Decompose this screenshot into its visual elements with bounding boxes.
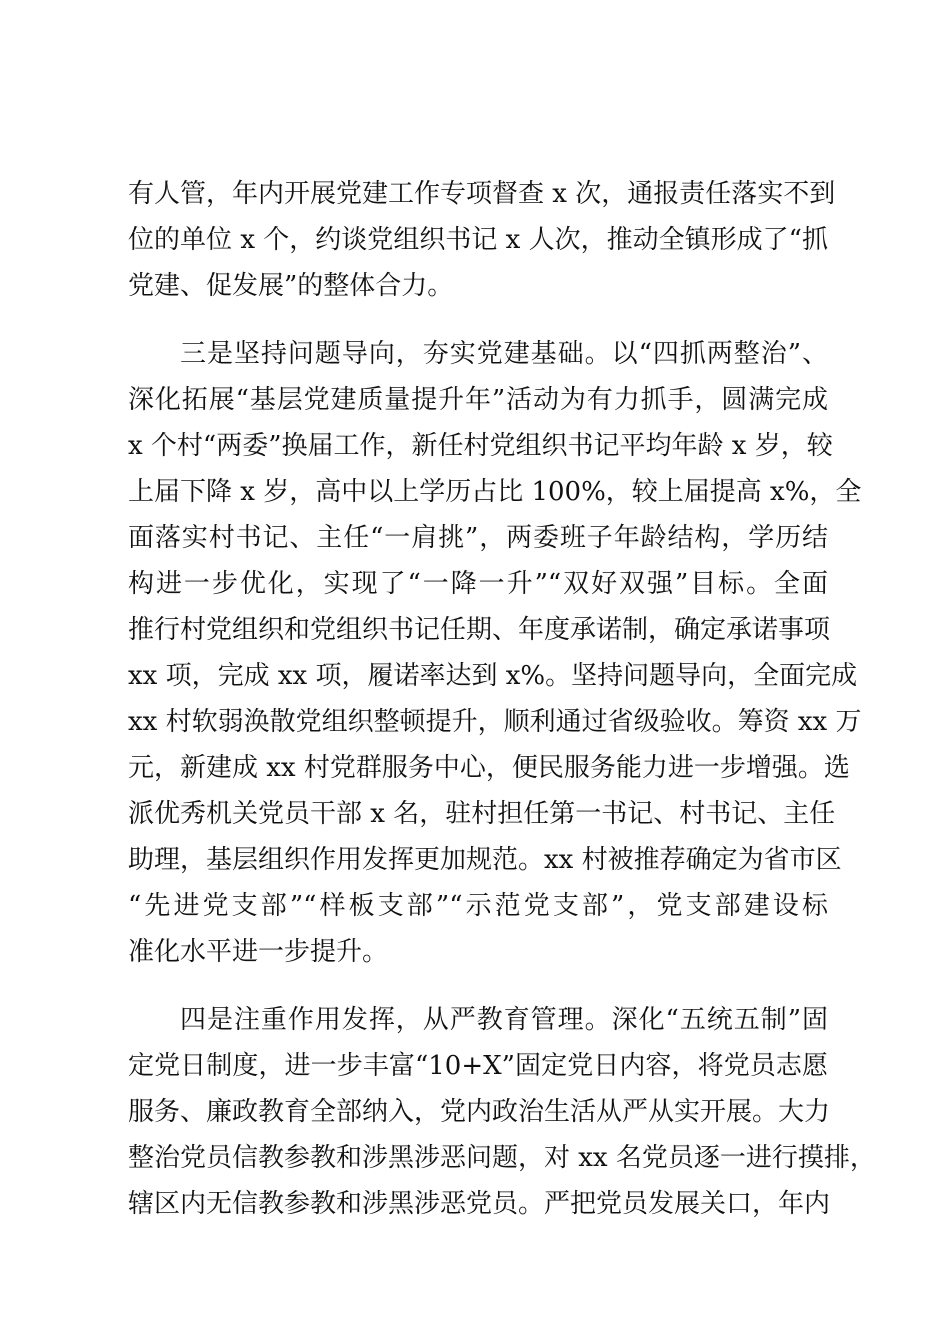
text-line: 位的单位 x 个，约谈党组织书记 x 人次，推动全镇形成了“抓 — [128, 225, 828, 255]
paragraph-first-line: 四是注重作用发挥，从严教育管理。深化“五统五制”固 — [180, 1005, 828, 1035]
text-line: 元，新建成 xx 村党群服务中心，便民服务能力进一步增强。选 — [128, 753, 850, 783]
text-line: 派优秀机关党员干部 x 名，驻村担任第一书记、村书记、主任 — [128, 799, 836, 829]
text-line: 有人管，年内开展党建工作专项督查 x 次，通报责任落实不到 — [128, 179, 836, 209]
text-line: 辖区内无信教参教和涉黑涉恶党员。严把党员发展关口，年内 — [128, 1189, 831, 1219]
text-line: 整治党员信教参教和涉黑涉恶问题，对 xx 名党员逐一进行摸排， — [128, 1143, 876, 1173]
text-line: 推行村党组织和党组织书记任期、年度承诺制，确定承诺事项 — [128, 615, 831, 645]
text-line: xx 村软弱涣散党组织整顿提升，顺利通过省级验收。筹资 xx 万 — [128, 707, 862, 737]
text-line: 准化水平进一步提升。 — [128, 937, 389, 967]
text-line: xx 项，完成 xx 项，履诺率达到 x%。坚持问题导向，全面完成 — [128, 661, 858, 691]
paragraph-first-line: 三是坚持问题导向，夯实党建基础。以“四抓两整治”、 — [180, 339, 828, 369]
text-line: 定党日制度，进一步丰富“10+X”固定党日内容，将党员志愿 — [128, 1051, 828, 1081]
text-line: 面落实村书记、主任“一肩挑”，两委班子年龄结构，学历结 — [128, 523, 828, 553]
text-line: 助理，基层组织作用发挥更加规范。xx 村被推荐确定为省市区 — [128, 845, 842, 875]
text-line: 上届下降 x 岁，高中以上学历占比 100%，较上届提高 x%，全 — [128, 477, 862, 507]
text-line: 深化拓展“基层党建质量提升年”活动为有力抓手，圆满完成 — [128, 385, 828, 415]
text-line: 服务、廉政教育全部纳入，党内政治生活从严从实开展。大力 — [128, 1097, 831, 1127]
text-line: “先进党支部”“样板支部”“示范党支部”，党支部建设标 — [128, 891, 828, 921]
text-line: 党建、促发展”的整体合力。 — [128, 271, 454, 301]
text-line: x 个村“两委”换届工作，新任村党组织书记平均年龄 x 岁，较 — [128, 431, 833, 461]
text-line: 构进一步优化，实现了“一降一升”“双好双强”目标。全面 — [128, 569, 828, 599]
